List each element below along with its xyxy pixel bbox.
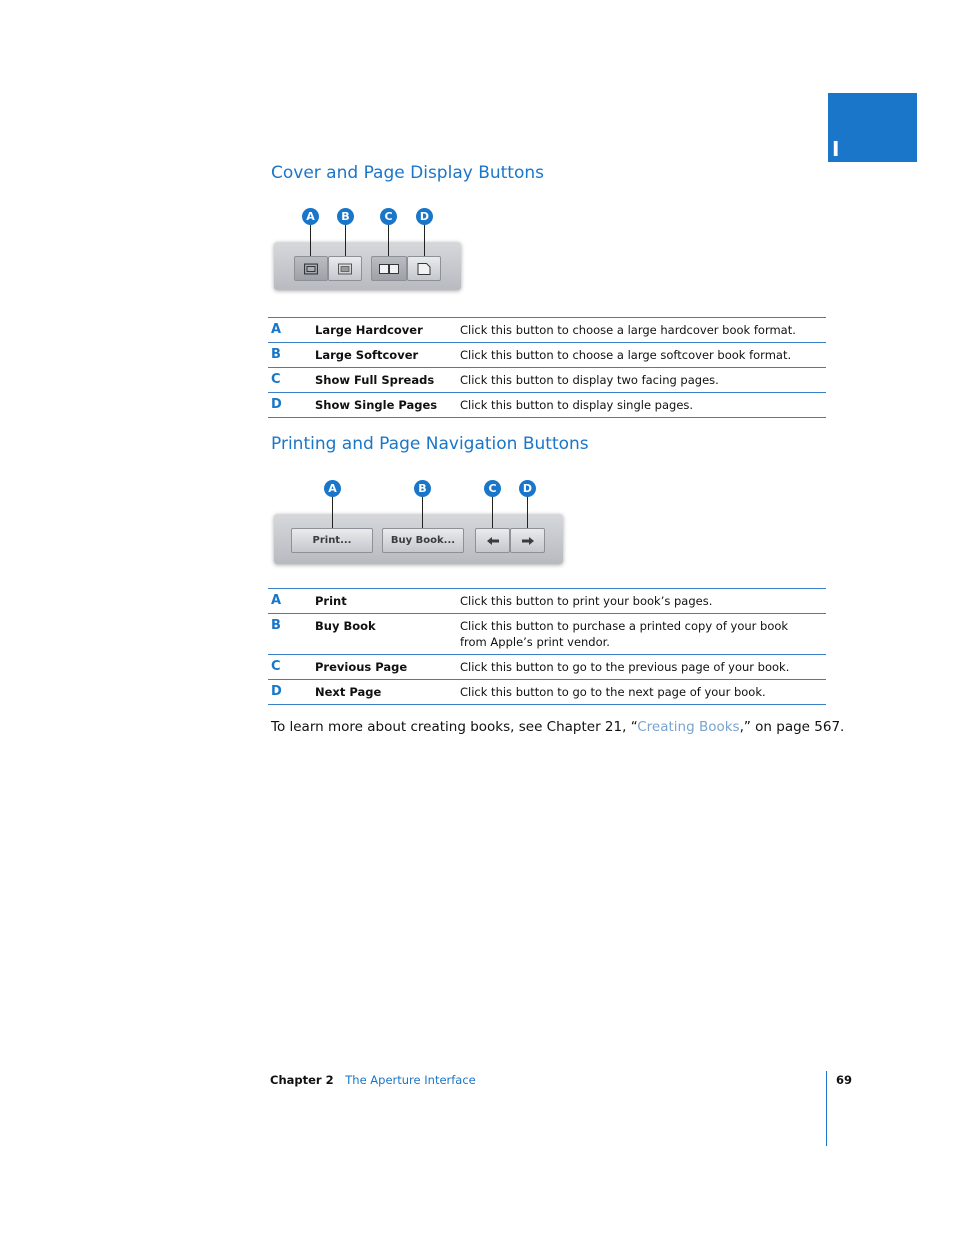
callout-line-b: [422, 497, 423, 529]
row-name: Buy Book: [315, 614, 460, 655]
row-name: Previous Page: [315, 655, 460, 680]
single-page-icon: [418, 263, 431, 275]
creating-books-link[interactable]: Creating Books: [637, 719, 740, 735]
callout-line-c: [388, 225, 389, 258]
row-description: Click this button to display single pages.: [460, 393, 826, 418]
callout-line-d: [527, 497, 528, 529]
callout-line-a: [332, 497, 333, 529]
callout-b: B: [414, 480, 431, 497]
show-single-pages-button[interactable]: [407, 256, 441, 281]
callout-c: C: [484, 480, 501, 497]
footer-chapter-title: The Aperture Interface: [345, 1073, 476, 1087]
row-description: Click this button to go to the next page of your book.: [460, 680, 826, 705]
row-letter: D: [268, 680, 315, 705]
section-heading-cover-page-display: Cover and Page Display Buttons: [271, 163, 544, 183]
print-button[interactable]: [291, 528, 373, 553]
paragraph-text-after: ,” on page 567.: [739, 719, 845, 735]
large-softcover-button[interactable]: [328, 256, 362, 281]
callout-line-a: [310, 225, 311, 258]
hardcover-book-icon: [304, 263, 318, 274]
chapter-tab-label: I: [832, 137, 840, 161]
row-letter: A: [268, 589, 315, 614]
callout-a: A: [324, 480, 341, 497]
callout-line-c: [492, 497, 493, 529]
table-row: [268, 680, 826, 705]
table-row: [268, 614, 826, 655]
row-name: Show Single Pages: [315, 393, 460, 418]
next-page-button[interactable]: [510, 528, 545, 553]
show-full-spreads-button[interactable]: [371, 256, 407, 281]
row-name: Large Softcover: [315, 343, 460, 368]
row-description: Click this button to choose a large hardcover book format.: [460, 318, 826, 343]
callout-a: A: [302, 208, 319, 225]
chapter-tab: [828, 93, 917, 162]
table-row: [268, 343, 826, 368]
facing-pages-icon: [379, 264, 399, 274]
printing-navigation-buttons-table: [268, 588, 826, 705]
callout-line-d: [424, 225, 425, 258]
callout-b: B: [337, 208, 354, 225]
large-hardcover-button[interactable]: [294, 256, 328, 281]
buy-book-button[interactable]: [382, 528, 464, 553]
row-letter: C: [268, 655, 315, 680]
callout-d: D: [416, 208, 433, 225]
row-letter: D: [268, 393, 315, 418]
footer-chapter-number: Chapter 2: [270, 1073, 334, 1087]
paragraph-text-before: To learn more about creating books, see Chapter 21, “: [271, 719, 638, 735]
row-letter: C: [268, 368, 315, 393]
footer-chapter: [270, 1073, 476, 1087]
footer-divider: [826, 1071, 827, 1146]
page-number: 69: [836, 1073, 853, 1087]
row-name: Print: [315, 589, 460, 614]
callout-line-b: [345, 225, 346, 258]
callout-c: C: [380, 208, 397, 225]
table-row: [268, 318, 826, 343]
table-row: [268, 589, 826, 614]
section-heading-printing-navigation: Printing and Page Navigation Buttons: [271, 434, 589, 454]
table-row: [268, 368, 826, 393]
callout-d: D: [519, 480, 536, 497]
row-name: Next Page: [315, 680, 460, 705]
row-description: Click this button to purchase a printed copy of your book from Apple’s print vendor.: [460, 614, 826, 655]
buy-book-button-label: Buy Book...: [390, 535, 456, 546]
arrow-left-icon: [487, 537, 499, 545]
cover-page-buttons-table: [268, 317, 826, 418]
row-description: Click this button to go to the previous page of your book.: [460, 655, 826, 680]
row-description: Click this button to choose a large softcover book format.: [460, 343, 826, 368]
arrow-right-icon: [522, 537, 534, 545]
see-also-paragraph: [271, 719, 844, 735]
row-description: Click this button to print your book’s pages.: [460, 589, 826, 614]
table-row: [268, 655, 826, 680]
row-letter: A: [268, 318, 315, 343]
row-name: Large Hardcover: [315, 318, 460, 343]
print-button-label: Print...: [312, 535, 352, 546]
softcover-book-icon: [338, 263, 352, 274]
row-letter: B: [268, 343, 315, 368]
table-row: [268, 393, 826, 418]
row-name: Show Full Spreads: [315, 368, 460, 393]
row-description: Click this button to display two facing pages.: [460, 368, 826, 393]
row-letter: B: [268, 614, 315, 655]
previous-page-button[interactable]: [475, 528, 510, 553]
